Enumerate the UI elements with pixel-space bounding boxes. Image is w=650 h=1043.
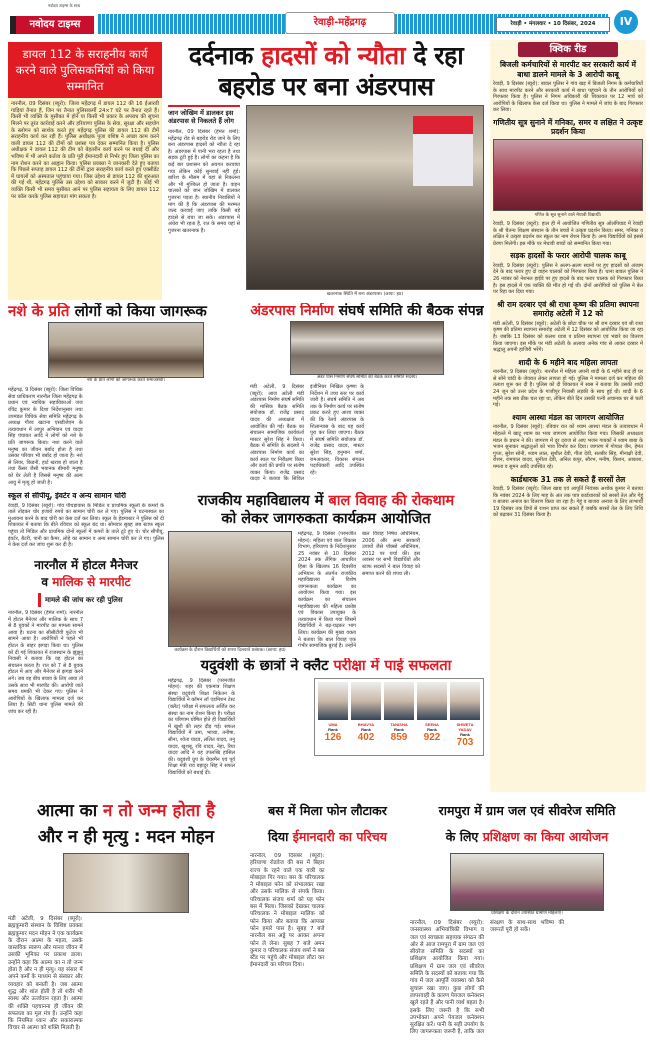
article-body: नारनौल, 09 दिसंबर (ब्यूरो): जनस्वास्थ्य अभियांत्रिकी विभाग व जल एवं स्वच्छता सहायक संगठन की ओर से आज रामपुरा में ग्राम जल एवं सीवरेज समिति के सदस्यों का प्रशिक्षण आयोजित किया गया। प्रशिक्षण में ग्राम जल एवं सीवरेज समिति के सदस्यों को बताया गया कि गांव में जल आपूर्ति व्यवस्था को कैसे सुचारू रखा जाए। कुछ लोगों की लापरवाही के कारण पेयजल कनेक्शन खुले रहते हैं और पानी व्यर्थ बहता है। इसके लिए जरूरी है कि सभी उपभोक्ता अपने पेयजल कनेक्शन सुरक्षित करें। पानी के सही उपयोग के लिए जागरूकता जरूरी है, ताकि जल संरक्षण के साथ-साथ भविष्य की जरूरतें पूरी हो सकें। [410,920,564,1036]
headline: गणितीय सूत्र सुनाने में गनिका, समर व लक्षित ने उत्कृष्ट प्रदर्शन किया [493,117,643,137]
wall-sign [413,116,473,186]
topper-name: SEENA [425,721,439,727]
article-body: महेंद्रगढ़, 9 दिसंबर (परमजीत मोहन): शहर की एकमात्र शिक्षण संस्था यदुवंशी शिक्षा निकेतन के विद्यार्थियों ने कॉमन लॉ एडमिशन टेस्ट (क्लैट) परीक्षा में सफलता अर्जित कर संस्था का नाम रोशन किया है। परीक्षा का परिणाम घोषित होते ही विद्यार्थियों में खुशी की लहर दौड़ गई। सफल विद्यार्थियों में उमा, भाव्या, तनीषा, सीना, श्वेता यादव, ललित यादव, तनु यादव, खुशबू, रवि यादव, नेहा, रिया यादव आदि ने यह उपलब्धि हासिल की। यदुवंशी ग्रुप के चेयरमैन एवं पूर्व शिक्षा मंत्री राव बहादुर सिंह ने सफल विद्यार्थियों को बधाई दी। [168,677,235,776]
topper-card [384,682,414,752]
page-number: IV [614,10,638,34]
headline-highlight: नशे के प्रति [8,303,70,320]
headline [410,798,644,850]
story-rampura [410,798,644,1040]
headline: डायल 112 के सराहनीय कार्य करने वाले पुलिसकर्मियों को किया सम्मानित [8,42,162,98]
topper-photo [384,682,414,720]
article-body: रेवाड़ी, 9 दिसंबर (ब्यूरो): जिला खाद्य एवं आपूर्ति नियंत्रक अशोक कुमार ने बताया कि नवंबर 2024 के लिए माह के अंत तक पात्र कार्डधारकों को सरसों तेल और गेहूं व बाजरा अनाज का वितरण किया जा रहा है। गेहूं व बाजरा अनाज के लिए लाभार्थी 19 दिसंबर तक डिपो से राशन प्राप्त कर सकते हैं जबकि सरसों तेल के लिए तिथि को बढ़ाकर 31 दिसंबर किया है। [493,486,643,519]
photo-caption: अंडर पास निर्माण संघर्ष समिति की बैठक करते समिति सदस्य। [316,375,418,381]
headline [250,798,405,850]
headline: स्कूल से सीपीयू, इंवर्टर व अन्य सामान चोरी [8,492,127,500]
headline-part: दे रहा बहरोड पर बना अंडरपास [218,41,464,101]
topper-rank: 922 [423,731,441,743]
headline-part: और न ही मृत्यु : मदन मोहन [37,827,215,847]
headline-part: संघर्ष समिति की बैठक संपन्न [338,303,484,319]
article-box [8,98,162,300]
classroom-photo [168,531,292,647]
article-body: नारनौल, 9 दिसंबर (ब्यूरो): रविवार रात को श्याम आस्था मंडल के तत्वावधान में मोहल्ले में खाटू श्याम का भव्य जागरण आयोजित किया गया। जिसकी अध्यक्षता मंडल के प्रधान ने की। जागरण में दूर दराज से आए भजन गायकों ने श्याम बाबा के भजन सुनाकर श्रद्धालुओं को भाव विभोर कर दिया। जागरण में गोपाल जैन, हेमंत गुप्ता, सुरेश सोनी, श्याम लाल, सुशील देवी, गीता देवी, सतबीर सिंह, मीनाक्षी देवी, रोशन, रामपाल यादव, सुनीता देवी, अनिल कपूर, सौरभ, मनीष, किशन, आकाश, ममता व सुमन आदि उपस्थित रहे। [493,424,643,470]
story-clat [168,658,484,792]
pullquote-text: मामले की जांच कर रही पुलिस [45,596,123,604]
headline-highlight: हादसों को न्यौता [261,41,406,70]
story-school-theft [8,492,164,554]
story-underpass [168,40,484,298]
photo-block [250,321,484,384]
pullquote [38,593,134,607]
newspaper-logo: नवोदय टाइम्स [10,16,94,34]
headline-part: को लेकर जागरुकता कार्यक्रम आयोजित [221,511,431,527]
story-sangharsh-samiti [250,303,484,487]
clat-content [168,678,484,792]
topper-photo [351,682,381,720]
photo-block [8,322,244,387]
topper-name: UMA [328,721,338,727]
story-bal-vivah [168,492,484,654]
headline: कार्डधारक 31 तक ले सकते हैं सरसों तेल [510,474,626,484]
group-photo [48,322,204,378]
article-body: रेवाड़ी, 9 दिसंबर (ब्यूरो): गांव पीथड़ावास के मिडिल व प्राथमिक स्कूलों के कमरों के ताले तोड़कर चोर हजारों रुपये का सामान चोरी कर ले गए। पुलिस ने घटनास्थल का मुआयना करने के बाद चोरी का केस दर्ज कर लिया। स्कूल के हेडमास्टर ने पुलिस को दी शिकायत में बताया कि बीते रविवार को स्कूल बंद था। सोमवार सुबह जब स्टाफ स्कूल पहुंचा तो मिडिल और प्राथमिक दोनों स्कूलों में कमरों के ताले टूटे हुए थे। चोर सीपीयू, इंवर्टर, बैटरी, पानी का कैमर, लोहे का सामान व अन्य सामान चोरी कर ले गए। पुलिस ने केस दर्ज कर जांच शुरू कर दी है। [8,502,164,549]
speaker-photo [63,853,189,913]
topper-rank-label: Rank [328,726,338,732]
headline-highlight: परीक्षा में पाई सफलता [333,658,452,674]
headline: बिजली कर्मचारियों से मारपीट कर सरकारी कार्य में बाधा डालने मामले के 3 आरोपी काबू [499,60,637,79]
article-body: मंडी अटेली, 9 दिसंबर (ब्यूरो): ब्रह्मकुमारी संस्थान के विशिष्ट प्रवक्ता ब्रह्मकुमार मदन मोहन ने एक कार्यक्रम के दौरान आत्मा के महत्व, उसके वास्तविक स्वरूप और मानव जीवन में उसकी भूमिका पर प्रकाश डाला। उन्होंने कहा कि आत्मा का न तो जन्म होता है और न ही मृत्यु। यह संसार में अपने कर्मों के माध्यम से संस्कार और व्यवहार को बनाती है। जब आत्मा शुद्ध और शांत होती है तो शरीर भी स्वस्थ और ऊर्जावान रहता है। आत्मा की शक्ति पहचानना ही जीवन की सफलता का मूल मंत्र है। उन्होंने कहा कि नियमित ध्यान और सकारात्मक विचार से आत्मा को शक्ति मिलती है। [8,916,83,1032]
story-hotel [8,557,164,789]
masthead [0,0,650,36]
article-columns [410,853,644,1040]
article-body: रेवाड़ी, 9 दिसंबर (ब्यूरो): बावल पुलिस ने गांव खड़ में बिजली निगम के कर्मचारियों के साथ मारपीट करने और सरकारी कार्य में बाधा पहुंचाने के तीन आरोपियों को गिरफ्तार किया है। पुलिस ने निगम अधिकारी की शिकायत पर 12 मार्च को आरोपियों के खिलाफ केस दर्ज किया था। पुलिस ने मामले में जांच के बाद गिरफ्तार कर लिया। [493,81,643,114]
topper-photo [417,682,447,720]
topper-name: SHWETA YADAV [456,721,474,732]
article-body: नारनौल, 09 दिसंबर (ब्यूरो): जिला महेंद्रगढ़ में डायल 112 की 16 ईआरवी गाड़ियां तैनात हैं, जिन पर तैनात पुलिसकर्मी 24×7 घंटे पर तैनात रहते हैं। किसी भी व्यक्ति के मुसीबत में होने या किसी भी प्रकार के अपराध की सूचना मिलने पर तुरंत कार्रवाई करने और हरियाणा पुलिस के सेवा, सुरक्षा और सहयोग के स्लोगन को सार्थक करते हुए महेंद्रगढ़ पुलिस की डायल 112 की टीमें सराहनीय कार्य कर रही हैं। पुलिस अधीक्षक पूजा वशिष्ठ ने अच्छा काम करने वाली डायल 112 की टीमों को प्रशंसा पत्र देकर सम्मानित किया है। पुलिस अधीक्षक ने डायल 112 की टीम को बेहतरीन कार्य करने पर बधाई दी और भविष्य में भी अपने कर्तव्य के प्रति पूरी ईमानदारी से निर्भर हुए जिला पुलिस का नाम रोशन करने का आह्वान किया। पुलिस प्रवक्ता ने जानकारी देते हुए बताया कि पिछले सप्ताह डायल 112 की टीमों द्वारा सराहनीय कार्य करते हुए एक्सीडेंट में घायलों को अस्पताल पहुंचाया गया। जिस उद्देश्य से डायल 112 की शुरुआत की गई थी, महेंद्रगढ़ पुलिस उस उद्देश्य को साकार करने में जुटी है। कोई भी व्यक्ति किसी भी समय मुसीबत आने पर पुलिस सहायता के लिए डायल 112 पर कॉल करके पुलिस सहायता मांग सकता है। [11,101,159,200]
topper-card [417,682,447,752]
training-photo [450,853,604,911]
masthead-kicker: नवोदय टाइम्स के साथ [48,3,81,8]
topper-name: BHAVYA [357,721,375,727]
headline-part: दिया [268,829,289,844]
photo-caption: गणित के सूत्र सुनाने वाले मेधावी विद्यार्थी। [534,212,602,218]
article-columns [8,322,244,487]
headline-part: राजकीय महाविद्यालय में [197,493,324,509]
subhead: जान जोखिम में डालकर इस अंडरपास से निकलते हैं लोग [168,109,234,125]
article-body: रेवाड़ी, 9 दिसंबर (ब्यूरो): हाल ही में आयोजित गणितीय सूत्र ओलंपियाड में रेवाड़ी के श्री चैतन्य शिक्षण संस्थान के तीन बच्चों ने उत्कृष्ट प्रदर्शन किया। समर, गनिका व लक्षित ने उत्कृष्ट प्रदर्शन कर स्कूल का नाम रोशन किया है। अन्य विद्यार्थियों को इससे प्रेरणा मिलेगी। इस मौके पर मेधावी बच्चों को सम्मानित किया गया। [493,220,643,247]
topper-rank-label: Rank [460,731,470,737]
headline [8,798,244,850]
headline: श्याम आस्था मंडल का जागरण आयोजित [512,412,624,422]
topper-rank-label: Rank [427,726,437,732]
headline-part: दर्दनाक [188,41,253,70]
topper-card [318,682,348,752]
headline-part: नारनौल में होटल मैनेजर [34,558,138,572]
article-body: मंडी अटेली, 9 दिसंबर (ब्यूरो): आज अटेली मंडी अंडरपास निर्माण संघर्ष समिति की मासिक बैठक समिति संयोजक डॉ. राजेंद्र प्रसाद यादव की अध्यक्षता में आयोजित की गई। बैठक का संचालन सामाजिक कार्यकर्ता मास्टर सुरेश सिंह ने किया। बैठक में समिति के सदस्यों ने अंडरपास निर्माण कार्य का कार्य स्थल पर निरीक्षण किया और कार्य की प्रगति पर संतोष व्यक्त किया। राजेंद्र प्रसाद यादव ने बताया कि सिविल इंजीनियर निखिल कृष्णा के निर्देशन में उच्च स्तर पर कार्य जारी है। संघर्ष समिति ने अब तक के निर्माण कार्य पर संतोष प्रकट करते हुए आशा व्यक्त की कि रेलवे अंडरपास के शिलान्यास के बाद यह कार्य पूरा कर लिया जाएगा। बैठक में संघर्ष समिति संयोजक डॉ. राजेंद्र प्रसाद यादव, मास्टर सुरेश सिंह, हनुमान शर्मा, रामअवतार, विकास संगठन पदाधिकारी आदि उपस्थित रहे। [250,384,364,483]
headline-highlight: प्रशिक्षण का किया आयोजन [482,829,609,844]
topper-rank: 402 [357,731,375,743]
headline [250,303,484,319]
article-body: नारनौल, 9 दिसंबर (ब्यूरो): नारनौल में महिला अपनी शादी के 6 महीने बाद ही घर से सोने चांदी के जेवरात लेकर लापता हो गई। पुलिस ने मामला दर्ज कर महिला की तलाश शुरू कर दी है। पुलिस को दी शिकायत में सास ने बताया कि उसकी शादी 24 जून को उत्तर प्रदेश के गाजीपुर निवासी लड़की के साथ हुई थी। शादी के 6 महीने तक सब ठीक चल रहा था, लेकिन बीते दिन उसकी पत्नी अचानक घर से चली गई। [493,369,643,409]
topper-photo [450,682,480,720]
topper-rank-label: Rank [361,726,371,732]
meeting-photo [290,321,444,375]
headline-part: लोगों को किया जागरूक [74,303,207,320]
headline-part: रामपुरा में ग्राम जल एवं सीवरेज समिति [438,803,616,818]
headline-part: व [41,575,49,589]
article-body: महेंद्रगढ़, 9 दिसंबर (ब्यूरो): जिला विधिक सेवा प्राधिकरण नारनौल जिला महेंद्रगढ़ के प्रधान एवं न्यायिक सहायिकाओं जज रविंद्र कुमार के दिशा निर्देशानुसार तथा उपमंडल विधिक सेवा समिति महेंद्रगढ़ के अध्यक्ष गौरव खटाना एसडीजेएम के तत्वावधान में लापुर अभियान एवं यादव सिंह पंचायत आदि ने लोगों को नशे के प्रति जागरूक किया। नशा करने वाले मनुष्य का जीवन बर्बाद होता है तथा उसका परिवार भी बर्बाद हो जाता है। नशे से लिवर, किडनी, हार्ट खराब हो जाता है तथा कैंसर जैसी भयानक बीमारी मनुष्य को घेर लेती है जिससे मनुष्य की अल्प आयु में मृत्यु हो जाती है। [8,387,83,486]
headline-part: बस में मिला फोन लौटाकर [268,803,387,818]
headline-highlight: बाल विवाह की रोकथाम [328,493,455,509]
headline [168,658,484,675]
photo-block [8,853,244,916]
photo-caption: खतरनाक स्थिति में बना अंडरपास। (छाया: हप्र) [326,292,404,297]
headline-highlight: मालिक से मारपीट [52,575,131,589]
underpass-photo-column [246,105,484,298]
story-atma [8,798,244,1040]
photo-block [410,853,644,920]
subhead-box [168,105,240,127]
underpass-content [168,105,484,298]
headline-highlight: न तो जन्म होता है [103,801,215,821]
article-body: रेवाड़ी, 9 दिसंबर (ब्यूरो): पुलिस ने अलग-अलग स्थानों पर हुए हादसों को अंजाम देने के बाद फरार हुए दो वाहन चालकों को गिरफ्तार किया है। थाना बावल पुलिस ने 26 नवंबर को नेशनल हाईवे पर हुए हादसे के बाद फरार चालक को गिरफ्तार किया है। इस हादसे में एक व्यक्ति की मौत हो गई थी। दोनों आरोपियों को पुलिस ने बेल पर रिहा कर दिया गया। [493,262,643,296]
story-dial112 [8,42,162,300]
headline [168,40,484,102]
underpass-photo [246,105,484,290]
article-body: नारनौल, 09 दिसंबर (ब्यूरो): हरियाणा रोडवेज की बस में बिहार राज्य के रहने वाले एक यात्री का मोबाइल गिर गया। बस के परिचालक ने मोबाइल फोन को संभालकर रखा और उसके मालिक से संपर्क किया। परिचालक संजय शर्मा को यह फोन बस में मिला। जिसको देखकर चालक परिचालक ने मोबाइल मालिक को फोन किया और बताया कि आपका फोन हमारे पास है। सुबह 7 बजे नारनौल बस अड्डे पर आकर अपना फोन ले लेना। सुबह 7 बजे अमन कुमार व परिचालक संजय शर्मा ने बस स्टैंड पर पहुंचे और मोबाइल लौटा कर ईमानदारी का परिचय दिया। [250,853,325,969]
quick-read-list [490,57,646,522]
quick-read-column [490,40,646,792]
topper-photo [318,682,348,720]
headline [168,492,484,528]
quick-read-label: क्विक रीड [518,42,618,57]
story-nasha [8,303,244,487]
article-columns [250,321,484,487]
toppers-strip [314,678,484,756]
headline [8,303,244,320]
article-columns [8,853,244,1040]
photo-block [168,531,292,654]
headline-highlight: अंडरपास निर्माण [250,303,334,319]
headline: शादी के 6 महीने बाद महिला लापता [518,357,618,367]
article-body: नारनौल, 09 दिसंबर (हेमंत शर्मा): महेंद्रगढ़ रोड से बहरोड रोड जाने के लिए बना अंडरपास हादसों को न्यौता दे रहा है। अंडरपास में पानी भरा रहता है तथा सड़क टूटी हुई है। लोगों का कहना है कि कई बार प्रशासन को अवगत करवाया गया लेकिन कोई सुनवाई नहीं हुई। बारिश के मौसम में यहां से निकलना और भी मुश्किल हो जाता है। वाहन चालकों को जान जोखिम में डालकर गुजरना पड़ता है। स्थानीय निवासियों ने मांग की है कि अंडरपास की मरम्मत जल्द करवाई जाए ताकि किसी बड़े हादसे से बचा जा सके। अंडरपास में अंधेरा भी रहता है, रात के समय यहां से गुजरना खतरनाक है। [168,129,240,234]
article-body: महेंद्रगढ़, 9 दिसंबर (परमजीत मोहन): महिला एवं बाल विकास विभाग, हरियाणा के निर्देशानुसार 25 नवंबर से 10 दिसंबर 2024 तक लैंगिक आधारित हिंसा के खिलाफ 16 दिवसीय अभियान के अंतर्गत राजकीय महाविद्यालय में विशेष जागरूकता कार्यक्रम का आयोजन किया गया। इस कार्यक्रम का संचालन महाविद्यालय की महिला प्रकोष्ठ एवं विकास उपायुक्त के तत्वावधान में किया गया जिसमें विद्यार्थियों ने बढ़-चढ़कर भाग लिया। कार्यक्रम की मुख्य वक्ता ने बताया कि बाल विवाह एक गंभीर सामाजिक बुराई है। उन्होंने बाल विवाह निषेध अधिनियम, 2006 और अन्य सरकारी उपायों जैसे पॉक्सो अधिनियम, 2012 पर चर्चा की। इस अवसर पर सभी विद्यार्थियों और स्टाफ सदस्यों ने बाल विवाह को समाप्त करने की शपथ ली। [298,531,420,650]
headline: सड़क हादसों के फरार आरोपी चालक काबू [510,251,626,261]
headline: श्री राम दरबार एवं श्री राधा कृष्ण की प्रतिमा स्थापना समारोह अटेली में 12 को [497,299,639,319]
dateline: रेवाड़ी • मंगलवार • 10 दिसंबर, 2024 [496,17,610,32]
students-photo [493,139,643,211]
topper-rank-label: Rank [394,726,404,732]
story-phone [250,798,405,1040]
article-body: मंडी अटेली, 9 दिसंबर (ब्यूरो): अटेली के छोटा चौक पर श्री राम दरबार एवं श्री राधा कृष्ण की प्रतिमा स्थापना समारोह अटेली में 12 दिसंबर को आयोजित किया जा रहा है। जबकि 13 दिसंबर को कलश यात्रा व प्रतिमा स्थापना एवं भंडारे का वितरण किया जाएगा। इस मौके पर मंडी अटेली के अलावा अनेक गांव से आकर दरबार में श्रद्धालु अपनी हाजिरी भरेंगे। [493,320,643,354]
photo-caption: प्रशिक्षण के दौरान उपस्थित ग्रामीण महिलाएं। [491,911,563,916]
headline-part: आत्मा का [37,801,98,821]
underpass-text-column [168,105,240,298]
topper-rank: 703 [456,736,474,748]
headline [8,557,164,591]
section-tag: रेवाड़ी-महेंद्रगढ़ [285,12,395,34]
article-body: नारनौल, 9 दिसंबर (हेमंत शर्मा): नारनौल में होटल मैनेजर और मालिक के साथ 7 से 8 युवकों ने मारपीट का मामला सामने आया है। घटना का सीसीटीवी फुटेज भी सामने आया है। आरोपियों ने पहले भी होटल के बाहर झगड़ा किया था। पुलिस को दी गई शिकायत में राजस्थान के झुंझुनूं निवासी ने बताया कि वह होटल का संचालन करता है। रात को 7 से 8 युवक होटल में आए और मैनेजर से झगड़ा करने लगे। जब वह बीच बचाव के लिए आया तो उसके साथ भी मारपीट की। आरोपी जाते समय धमकी भी देकर गए। पुलिस ने आरोपियों के खिलाफ मामला दर्ज कर लिया है। सिटी थाना पुलिस मामले की जांच कर रही है। [8,610,83,715]
topper-card [450,682,480,752]
topper-rank: 859 [390,731,408,743]
headline-part: के लिए [445,829,479,844]
photo-caption: नशे के प्रति लोगों को जागरूक करते समाजसेवी। [86,378,166,384]
bal-vivah-content [168,531,484,654]
topper-card [351,682,381,752]
headline-part: यदुवंशी के छात्रों ने क्लैट [200,658,329,674]
topper-rank: 126 [324,731,342,743]
topper-name: TANISHA [390,721,408,727]
headline-highlight: ईमानदारी का परिचय [292,829,387,844]
photo-caption: कार्यक्रम के दौरान विद्यार्थियों को शपथ दिलवाते प्रबंधक। (छाया: हप्र) [174,648,286,653]
